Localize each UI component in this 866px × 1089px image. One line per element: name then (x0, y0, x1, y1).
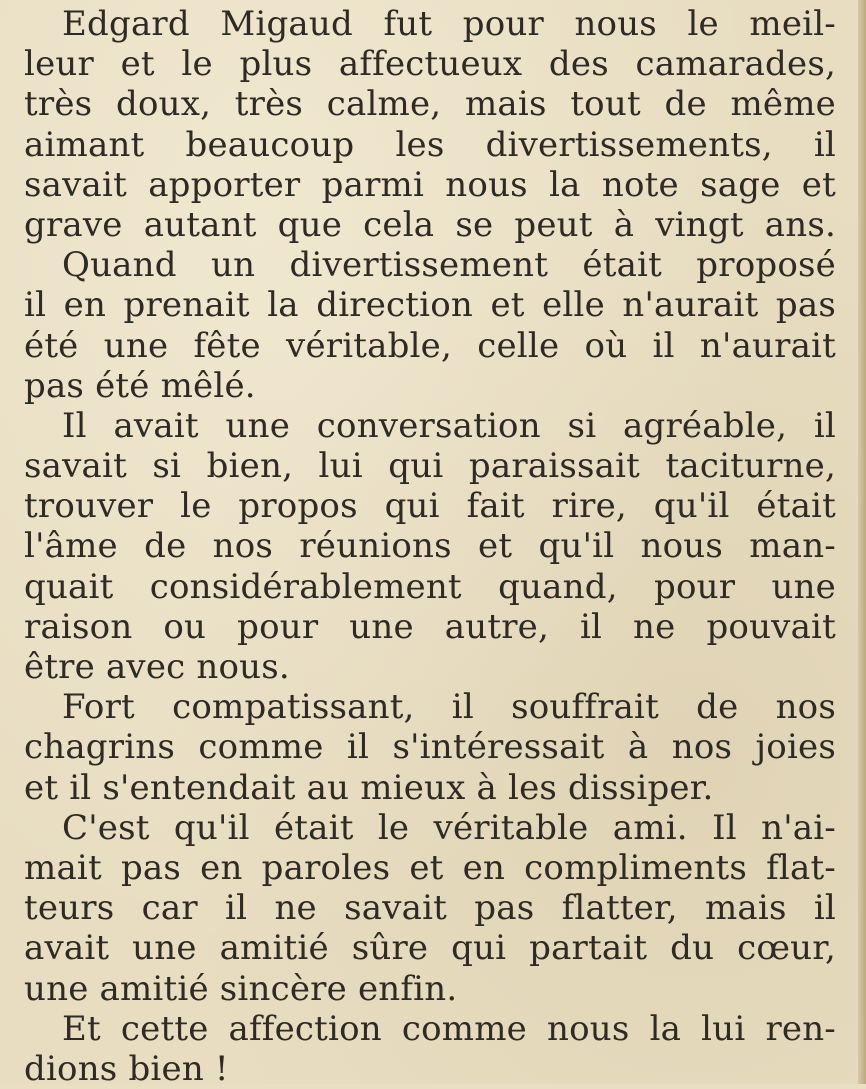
text-line: Edgard Migaud fut pour nous le meil- (62, 4, 836, 44)
paragraph-1 (24, 4, 836, 245)
paragraph-2 (24, 245, 836, 406)
article-column (24, 4, 836, 1089)
text-line: avait une amitié sûre qui partait du cœur, (24, 928, 836, 969)
text-line: raison ou pour une autre, il ne pouvait (24, 606, 836, 647)
text-line: été une fête véritable, celle où il n'aurait (24, 325, 836, 366)
text-line: quait considérablement quand, pour une (24, 566, 836, 607)
text-line: l'âme de nos réunions et qu'il nous man- (24, 526, 836, 567)
text-line: il en prenait la direction et elle n'aurait pas (24, 285, 836, 326)
text-line: savait si bien, lui qui paraissait taciturne, (24, 446, 836, 487)
paragraph-3 (24, 406, 836, 687)
text-line: très doux, très calme, mais tout de même (24, 84, 836, 125)
text-line: Fort compatissant, il souffrait de nos (62, 687, 836, 728)
text-line: leur et le plus affectueux des camarades, (24, 44, 836, 85)
text-line: savait apporter parmi nous la note sage et (24, 164, 836, 205)
text-line: C'est qu'il était le véritable ami. Il n'ai- (62, 807, 836, 848)
text-line: dions bien ! (24, 1048, 229, 1089)
text-line: Quand un divertissement était proposé (62, 245, 836, 286)
text-line: être avec nous. (24, 647, 290, 687)
text-line: chagrins comme il s'intéressait à nos joies (24, 727, 836, 768)
text-line: et il s'entendait au mieux à les dissiper. (24, 767, 714, 808)
paragraph-5 (24, 808, 836, 1009)
text-line: une amitié sincère enfin. (24, 968, 458, 1009)
text-line: grave autant que cela se peut à vingt ans. (24, 204, 836, 245)
text-line: mait pas en paroles et en compliments flat- (24, 847, 836, 888)
paragraph-4 (24, 687, 836, 808)
text-line: aimant beaucoup les divertissements, il (24, 124, 836, 165)
paragraph-6 (24, 1009, 836, 1089)
text-line: pas été mêlé. (24, 365, 256, 406)
text-line: Et cette affection comme nous la lui ren- (62, 1008, 836, 1049)
text-line: trouver le propos qui fait rire, qu'il était (24, 486, 836, 527)
text-line: teurs car il ne savait pas flatter, mais il (24, 888, 836, 929)
text-line: Il avait une conversation si agréable, il (62, 405, 836, 446)
page-edge-shadow (858, 0, 866, 1084)
